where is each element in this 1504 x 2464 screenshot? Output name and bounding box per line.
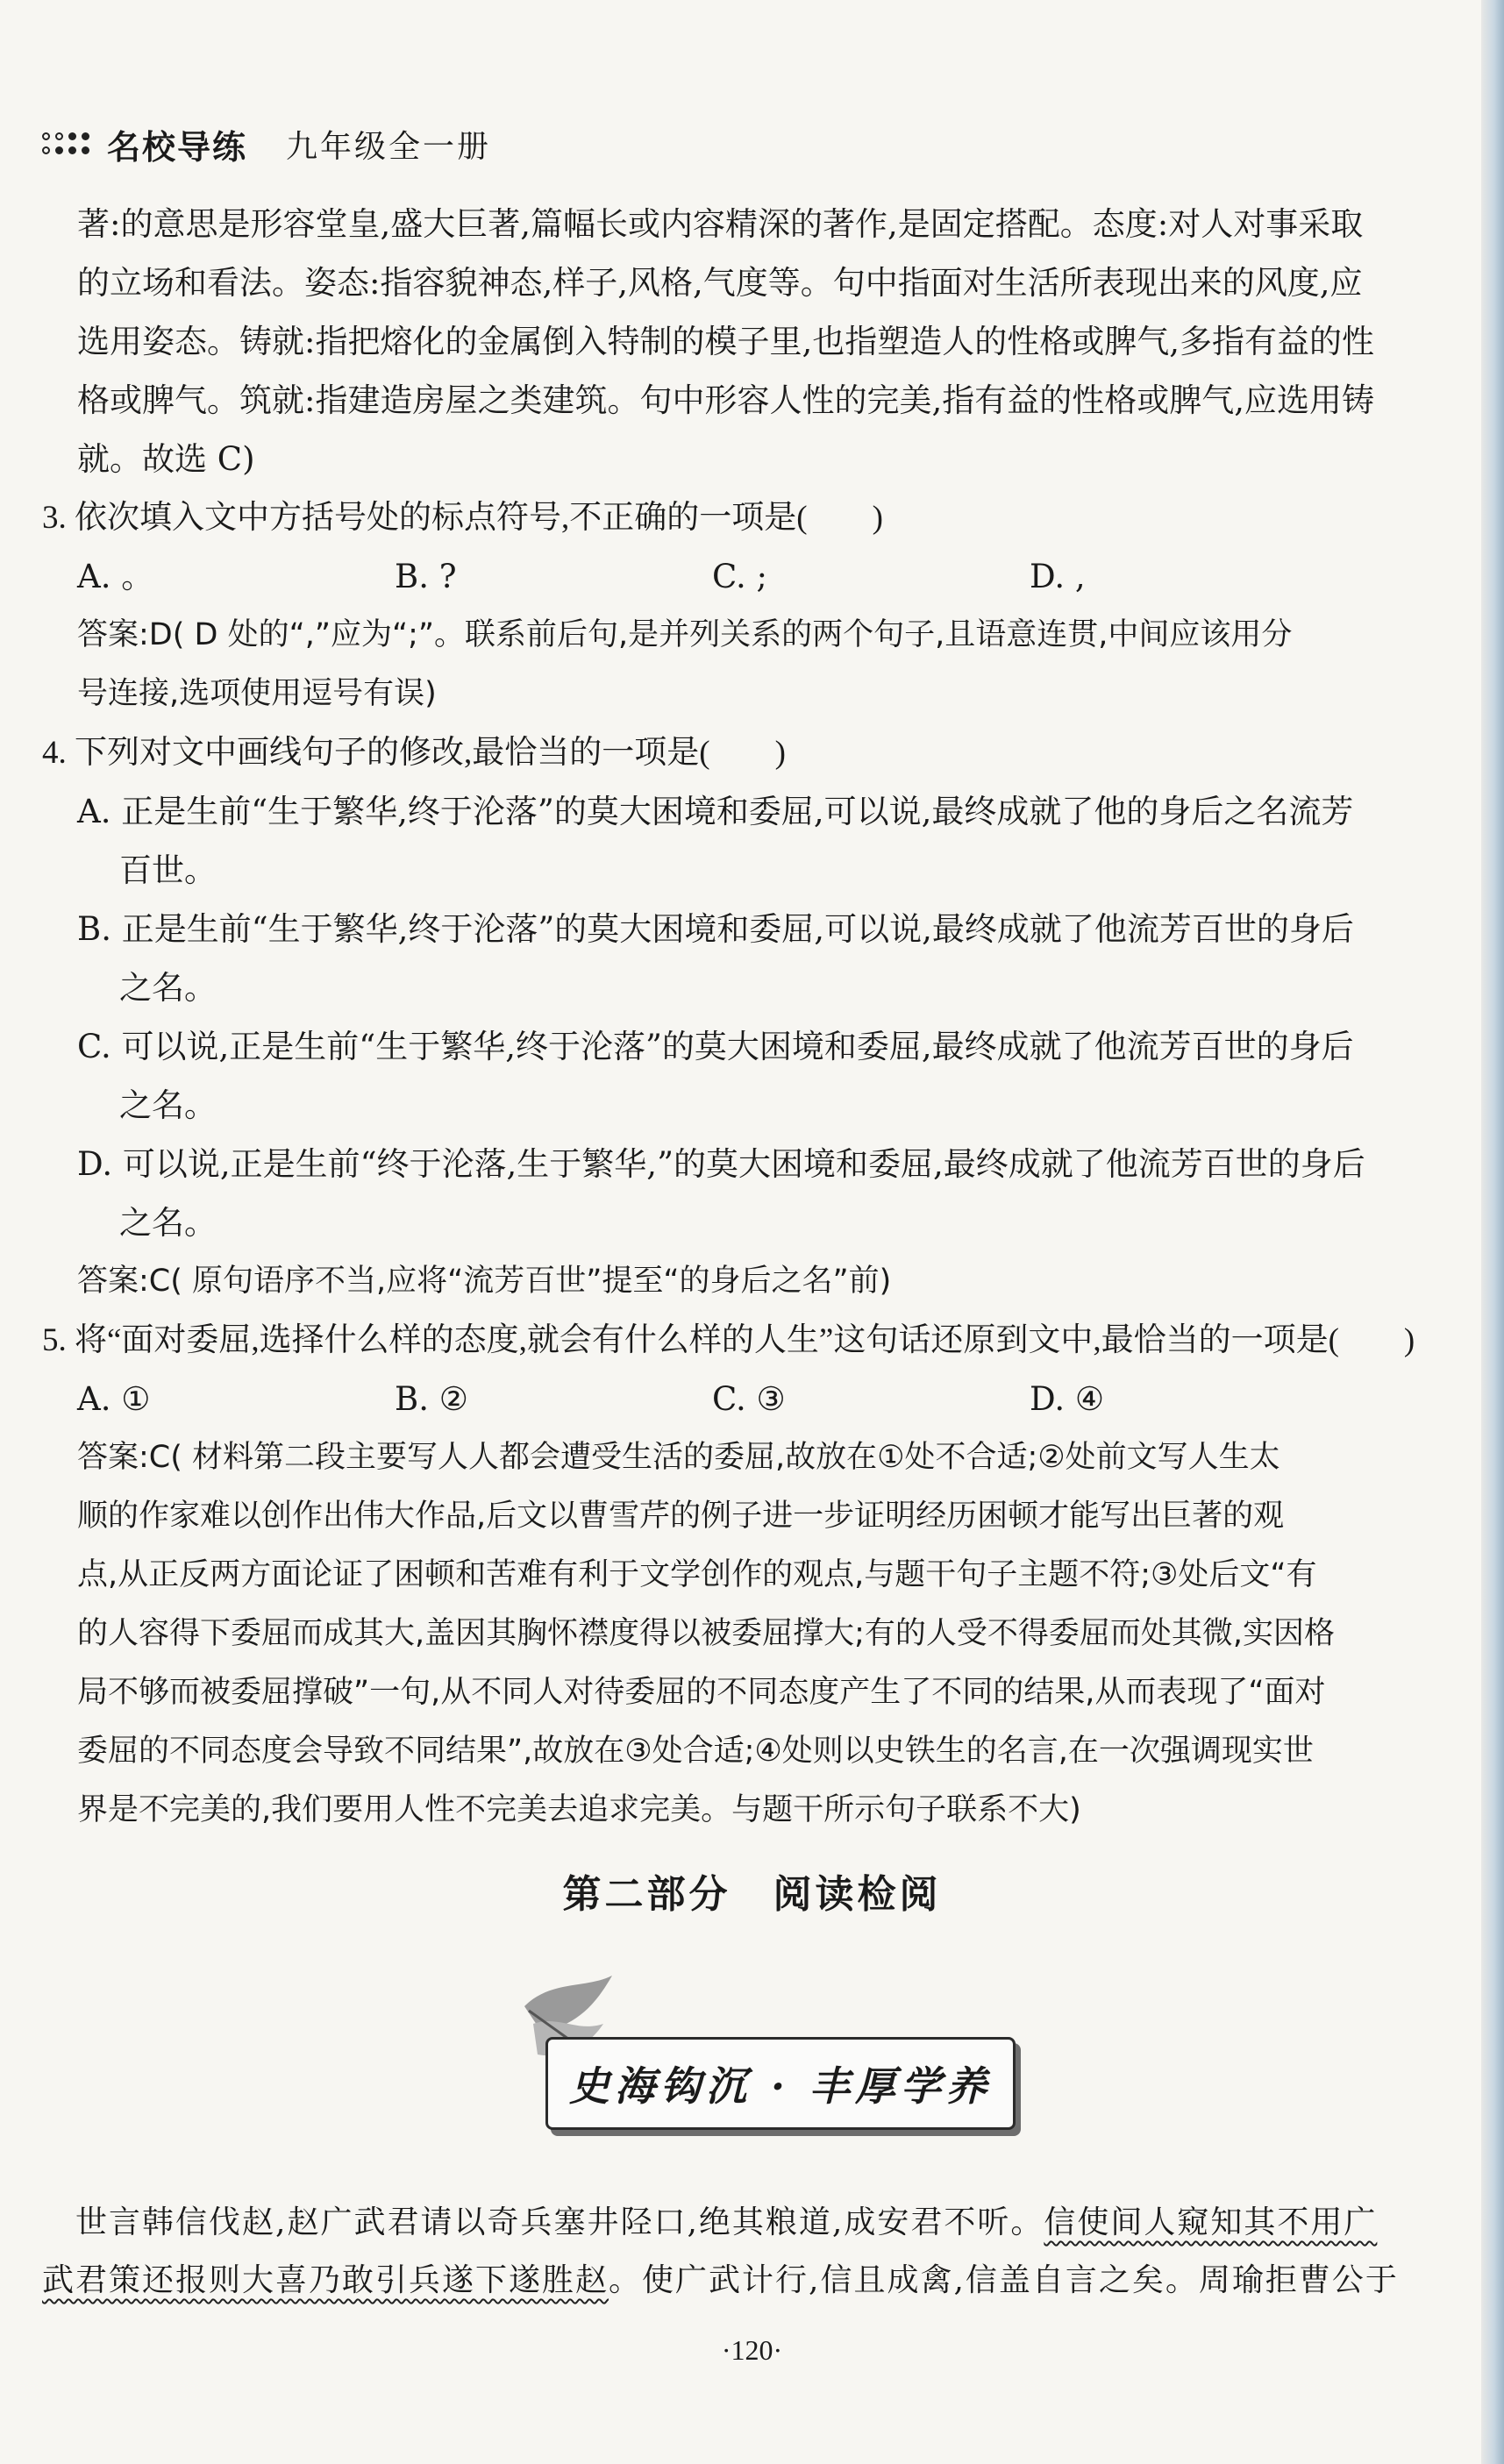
q5-option-d: D. ④ — [1030, 1380, 1105, 1418]
dots-logo-icon — [42, 132, 91, 156]
question-4-stem: 4. 下列对文中画线句子的修改,最恰当的一项是( ) — [42, 735, 786, 771]
q4-option-b-cont: 之名。 — [119, 969, 217, 1007]
main-content — [42, 195, 1491, 1840]
q5-option-b: B. ② — [395, 1380, 468, 1418]
q5-answer-line: 界是不完美的,我们要用人性不完美去追求完美。与题干所示句子联系不大) — [77, 1792, 1081, 1827]
q4-option-a: A. 正是生前“生于繁华,终于沦落”的莫大困境和委屈,可以说,最终成就了他的身后之名流芳 — [77, 793, 1354, 830]
banner-box — [545, 2037, 1016, 2130]
q4-option-d-cont: 之名。 — [119, 1204, 217, 1242]
intro-line: 就。故选 C) — [77, 440, 255, 478]
q3-option-a: A. 。 — [77, 558, 154, 595]
underlined-sentence: 信使间人窥知其不用广 — [1044, 2204, 1378, 2240]
q4-option-c: C. 可以说,正是生前“生于繁华,终于沦落”的莫大困境和委屈,最终成就了他流芳百世的身后 — [77, 1028, 1354, 1065]
q5-answer-line: 委屈的不同态度会导致不同结果”,故放在③处合适;④处则以史铁生的名言,在一次强调现实世 — [77, 1734, 1314, 1769]
q3-answer-line: 号连接,选项使用逗号有误) — [77, 676, 437, 711]
underlined-sentence: 武君策还报则大喜乃敢引兵遂下遂胜赵 — [42, 2262, 609, 2298]
q4-answer: 答案:C( 原句语序不当,应将“流芳百世”提至“的身后之名”前) — [77, 1264, 892, 1299]
page-number-value: 120 — [731, 2334, 773, 2366]
question-5-options — [42, 1370, 1491, 1428]
intro-line: 选用姿态。铸就:指把熔化的金属倒入特制的模子里,也指塑造人的性格或脾气,多指有益的性 — [77, 323, 1374, 360]
banner-text: 史海钩沉 · 丰厚学养 — [568, 2062, 993, 2110]
q5-option-c: C. ③ — [712, 1380, 786, 1418]
q4-option-a-cont: 百世。 — [119, 851, 217, 889]
brand-title: 名校导练 — [107, 127, 248, 167]
page-header — [42, 119, 491, 168]
q5-answer-line: 答案:C( 材料第二段主要写人人都会遭受生活的委屈,故放在①处不合适;②处前文写人生太 — [77, 1440, 1280, 1475]
passage-line-1 — [42, 2194, 1491, 2252]
intro-line: 的立场和看法。姿态:指容貌神态,样子,风格,气度等。句中指面对生活所表现出来的风度,应 — [77, 264, 1363, 302]
q5-option-a: A. ① — [77, 1380, 151, 1418]
section-title: 第二部分 阅读检阅 — [562, 1872, 942, 1917]
q3-option-d: D. , — [1030, 558, 1086, 595]
q5-answer-line: 顺的作家难以创作出伟大作品,后文以曹雪芹的例子进一步证明经历困顿才能写出巨著的观 — [77, 1499, 1285, 1534]
q3-option-c: C. ; — [712, 558, 767, 595]
passage-text: 世言韩信伐赵,赵广武君请以奇兵塞井陉口,绝其粮道,成安君不听。 — [42, 2204, 1044, 2240]
passage-line-2 — [42, 2252, 1491, 2310]
intro-line: 著:的意思是形容堂皇,盛大巨著,篇幅长或内容精深的著作,是固定搭配。态度:对人对事采取 — [77, 205, 1364, 243]
q5-answer-line: 局不够而被委屈撑破”一句,从不同人对待委屈的不同态度产生了不同的结果,从而表现了“面对 — [77, 1675, 1326, 1710]
intro-line: 格或脾气。筑就:指建造房屋之类建筑。句中形容人性的完美,指有益的性格或脾气,应选用铸 — [77, 381, 1374, 419]
reading-passage — [42, 2194, 1491, 2310]
passage-text: 。使广武计行,信且成禽,信盖自言之矣。周瑜拒曹公于 — [609, 2262, 1399, 2298]
q4-option-c-cont: 之名。 — [119, 1086, 217, 1124]
q4-option-d: D. 可以说,正是生前“终于沦落,生于繁华,”的莫大困境和委屈,最终成就了他流芳百世的身后 — [77, 1145, 1365, 1183]
question-3-stem: 3. 依次填入文中方括号处的标点符号,不正确的一项是( ) — [42, 500, 883, 536]
section-banner — [537, 2037, 1017, 2132]
q3-option-b: B. ? — [395, 558, 457, 595]
page-number: ·120· — [721, 2334, 783, 2366]
grade-label: 九年级全一册 — [286, 128, 492, 165]
q3-answer-line: 答案:D( D 处的“,”应为“;”。联系前后句,是并列关系的两个句子,且语意连贯,中间应该用分 — [77, 617, 1293, 652]
question-5-stem: 5. 将“面对委屈,选择什么样的态度,就会有什么样的人生”这句话还原到文中,最恰当的一项是( ) — [42, 1322, 1415, 1358]
q5-answer-line: 点,从正反两方面论证了困顿和苦难有利于文学创作的观点,与题干句子主题不符;③处后文“有 — [77, 1557, 1317, 1592]
q4-option-b: B. 正是生前“生于繁华,终于沦落”的莫大困境和委屈,可以说,最终成就了他流芳百世的身后 — [77, 910, 1354, 948]
question-3-options — [42, 547, 1491, 606]
q5-answer-line: 的人容得下委屈而成其大,盖因其胸怀襟度得以被委屈撑大;有的人受不得委屈而处其微,实因格 — [77, 1616, 1336, 1651]
